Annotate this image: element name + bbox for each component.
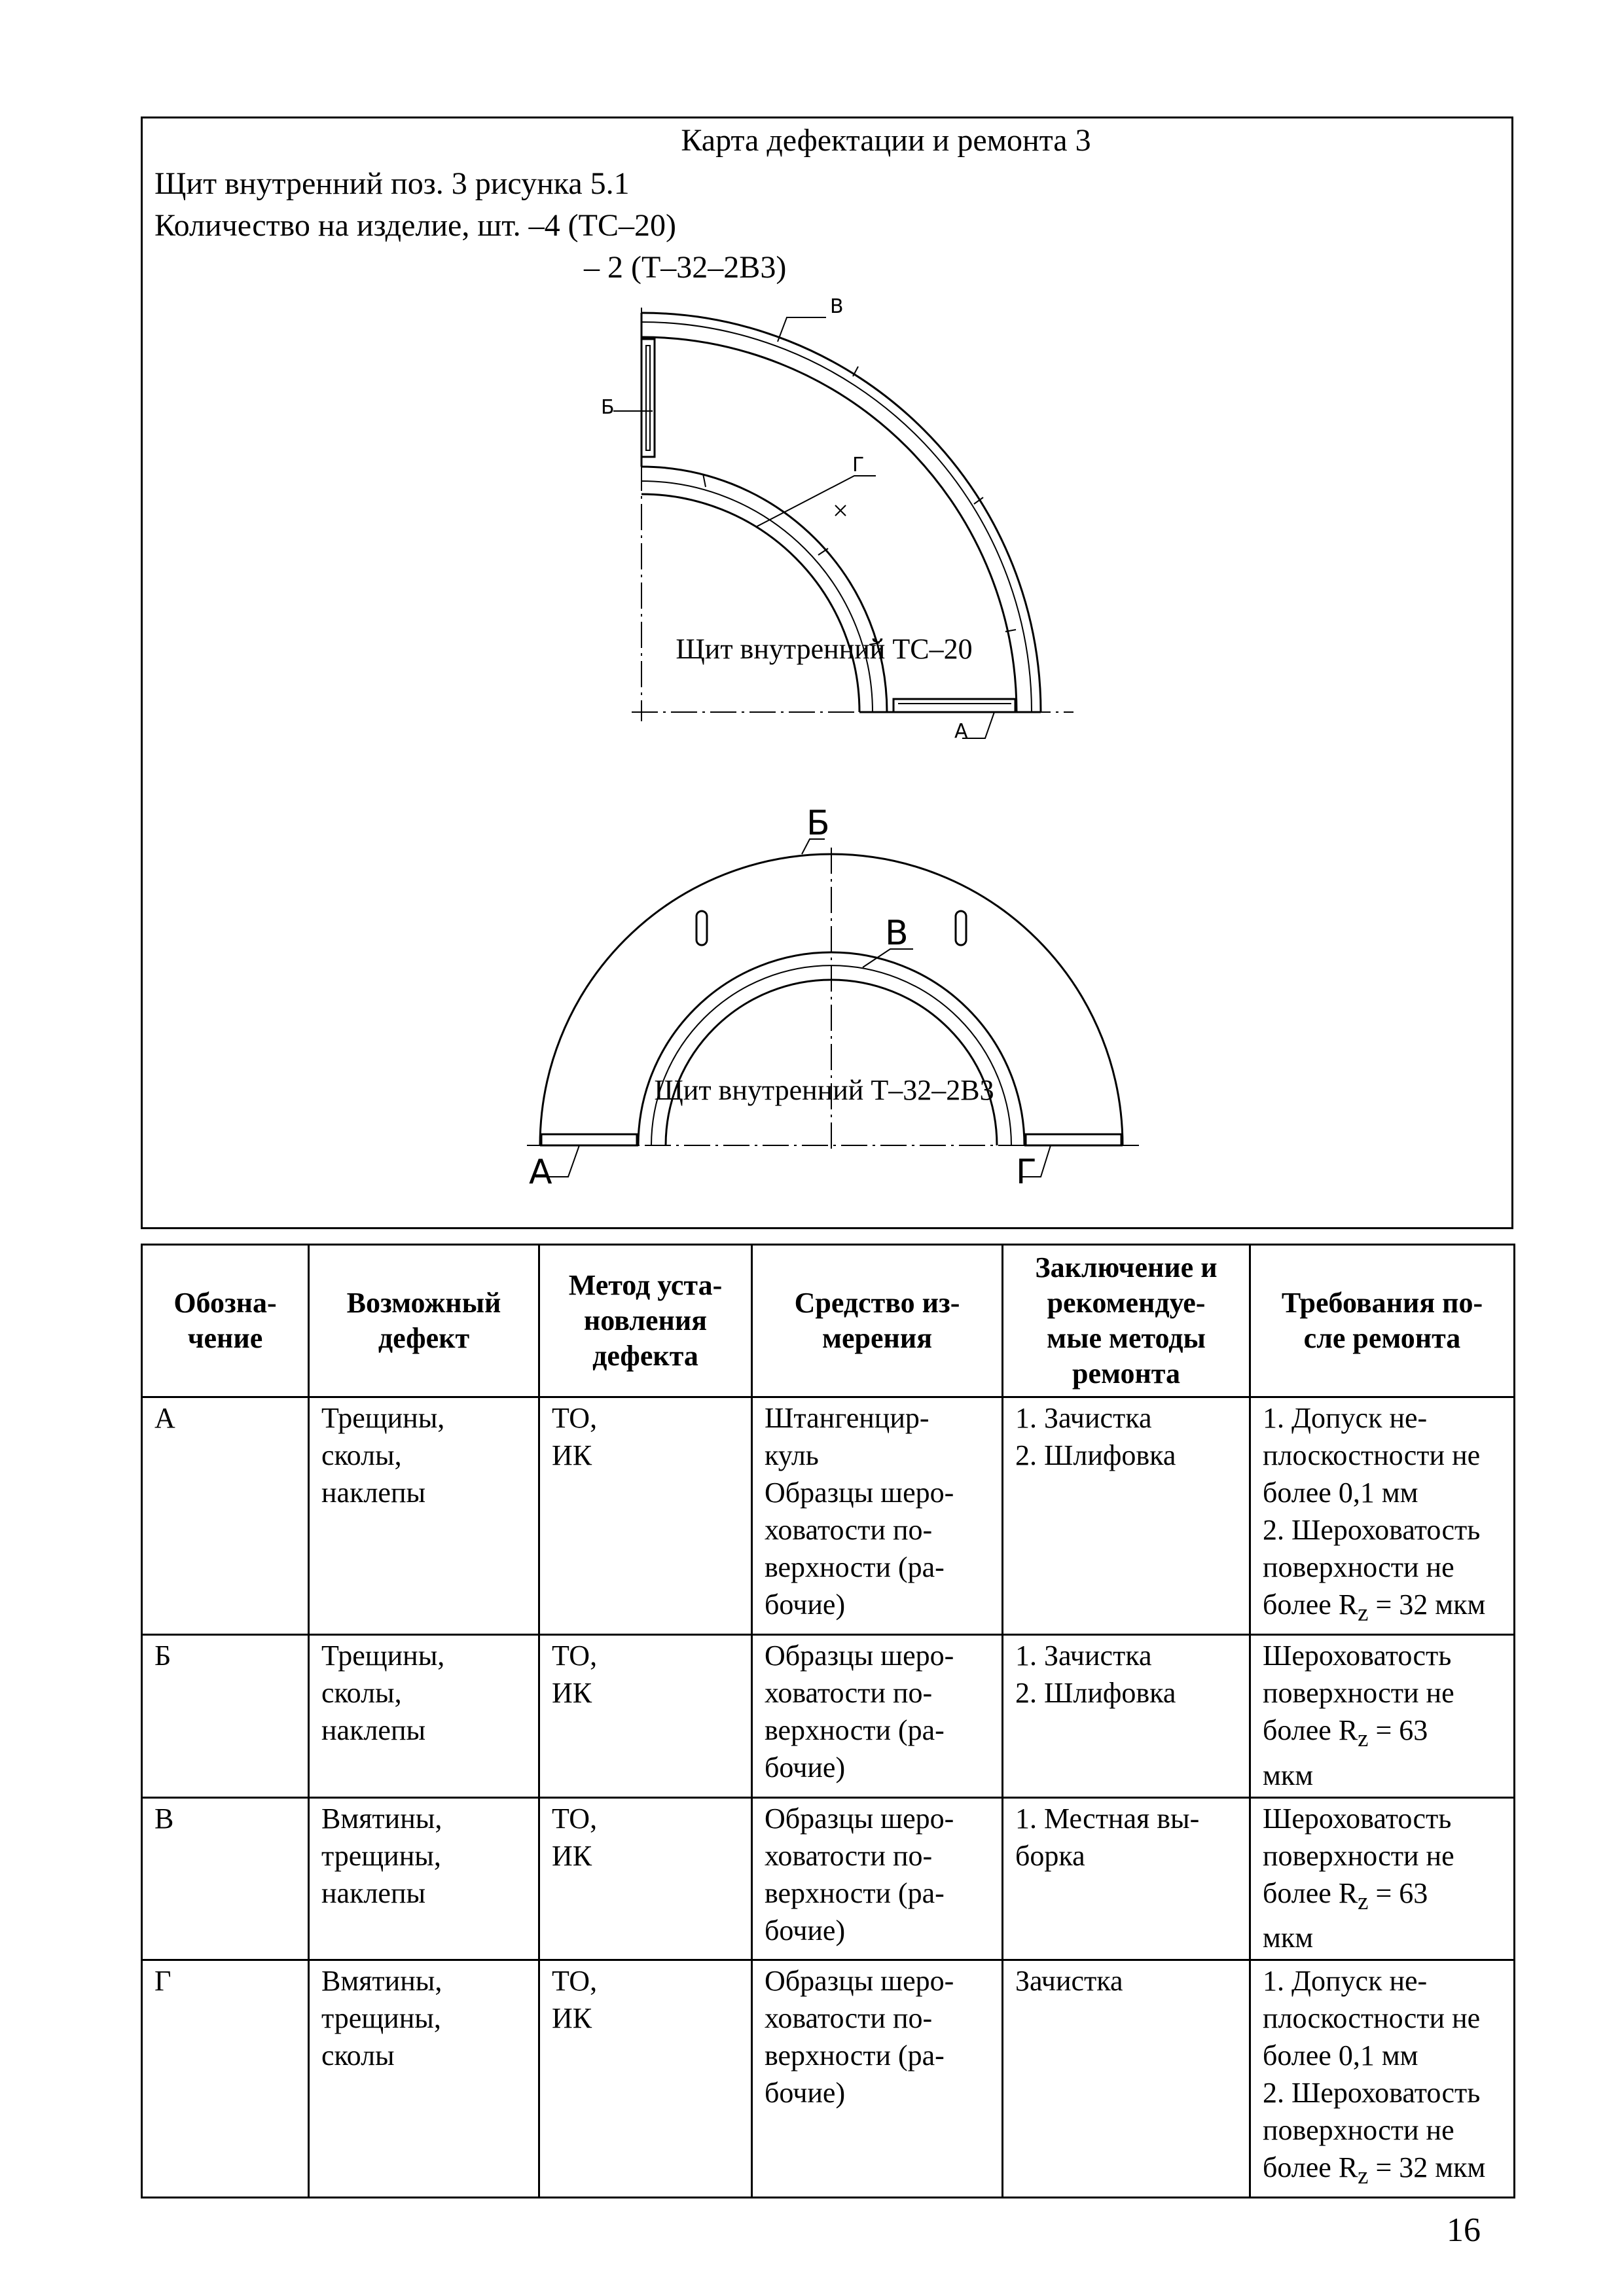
req-text: Шероховатость поверхности не более R (1263, 1639, 1454, 1746)
cell-defect: Трещины, сколы, наклепы (309, 1397, 539, 1635)
req-text: Шероховатость поверхности не более R (1263, 1802, 1454, 1909)
cell-requirements (1250, 1397, 1515, 1635)
cell-tool: Образцы шеро- ховатости по- верхности (ра- бочие) (752, 1634, 1003, 1797)
card-quantity-ts20: Количество на изделие, шт. –4 (ТС–20) (154, 208, 676, 243)
cell-method: ТО, ИК (539, 1634, 752, 1797)
cell-tool: Штангенцир- куль Образцы шеро- ховатости по- верхности (ра- бочие) (752, 1397, 1003, 1635)
cell-defect: Трещины, сколы, наклепы (309, 1634, 539, 1797)
fig1-label-g: Г (852, 454, 865, 476)
cell-tool: Образцы шеро- ховатости по- верхности (ра- бочие) (752, 1797, 1003, 1960)
req-tail: = 32 мкм (1368, 1588, 1486, 1621)
req-text: 1. Допуск не- плоскостности не более 0,1 мм 2. Шероховатость поверхности не более R (1263, 1402, 1481, 1621)
cell-requirements (1250, 1797, 1515, 1960)
fig1-label-v: В (830, 295, 844, 318)
fig2-label-a: А (529, 1153, 552, 1192)
cell-repair: Зачистка (1003, 1960, 1250, 2198)
header-repair: Заключение и рекомендуе- мые методы ремонта (1003, 1245, 1250, 1397)
figure-ts20-caption: Щит внутренний ТС–20 (676, 633, 973, 665)
fig2-label-g: Г (1016, 1153, 1037, 1192)
card-title: Карта дефектации и ремонта 3 (681, 123, 1091, 158)
cell-defect: Вмятины, трещины, наклепы (309, 1797, 539, 1960)
cell-repair: 1. Местная вы- борка (1003, 1797, 1250, 1960)
cell-repair: 1. Зачистка 2. Шлифовка (1003, 1397, 1250, 1635)
table-header-row (142, 1245, 1515, 1397)
cell-method: ТО, ИК (539, 1960, 752, 2198)
req-subscript: z (1358, 1598, 1369, 1626)
req-tail: = 63 мкм (1263, 1713, 1428, 1791)
header-method: Метод уста- новления дефекта (539, 1245, 752, 1397)
cell-mark: Б (142, 1634, 309, 1797)
cell-method: ТО, ИК (539, 1397, 752, 1635)
cell-mark: Г (142, 1960, 309, 2198)
fig1-label-b: Б (601, 396, 615, 419)
header-requirements: Требования по- сле ремонта (1250, 1245, 1515, 1397)
req-subscript: z (1358, 1887, 1369, 1914)
cell-method: ТО, ИК (539, 1797, 752, 1960)
header-defect: Возможный дефект (309, 1245, 539, 1397)
req-tail: = 63 мкм (1263, 1876, 1428, 1954)
header-tool: Средство из- мерения (752, 1245, 1003, 1397)
fig1-label-a: А (954, 720, 968, 743)
cell-requirements (1250, 1634, 1515, 1797)
cell-requirements (1250, 1960, 1515, 2198)
figure-t32-drawing (527, 839, 1139, 1177)
req-text: 1. Допуск не- плоскостности не более 0,1 мм 2. Шероховатость поверхности не более R (1263, 1965, 1481, 2184)
fig2-label-v: В (885, 914, 909, 953)
figure-t32-caption: Щит внутренний Т–32–2В3 (654, 1074, 994, 1106)
cell-defect: Вмятины, трещины, сколы (309, 1960, 539, 2198)
req-subscript: z (1358, 1724, 1369, 1751)
cell-mark: В (142, 1797, 309, 1960)
table-row (142, 1797, 1515, 1960)
cell-mark: А (142, 1397, 309, 1635)
fig2-label-b: Б (806, 804, 830, 843)
defect-table (141, 1244, 1515, 2198)
req-tail: = 32 мкм (1368, 2151, 1486, 2184)
figure-ts20-drawing (613, 308, 1074, 738)
header-mark: Обозна- чение (142, 1245, 309, 1397)
card-part-name: Щит внутренний поз. 3 рисунка 5.1 (154, 166, 630, 201)
table-row (142, 1397, 1515, 1635)
cell-repair: 1. Зачистка 2. Шлифовка (1003, 1634, 1250, 1797)
page-number: 16 (1447, 2212, 1481, 2249)
table-row (142, 1634, 1515, 1797)
table-row (142, 1960, 1515, 2198)
req-subscript: z (1358, 2162, 1369, 2189)
card-quantity-t32: – 2 (Т–32–2В3) (584, 250, 787, 285)
cell-tool: Образцы шеро- ховатости по- верхности (ра- бочие) (752, 1960, 1003, 2198)
